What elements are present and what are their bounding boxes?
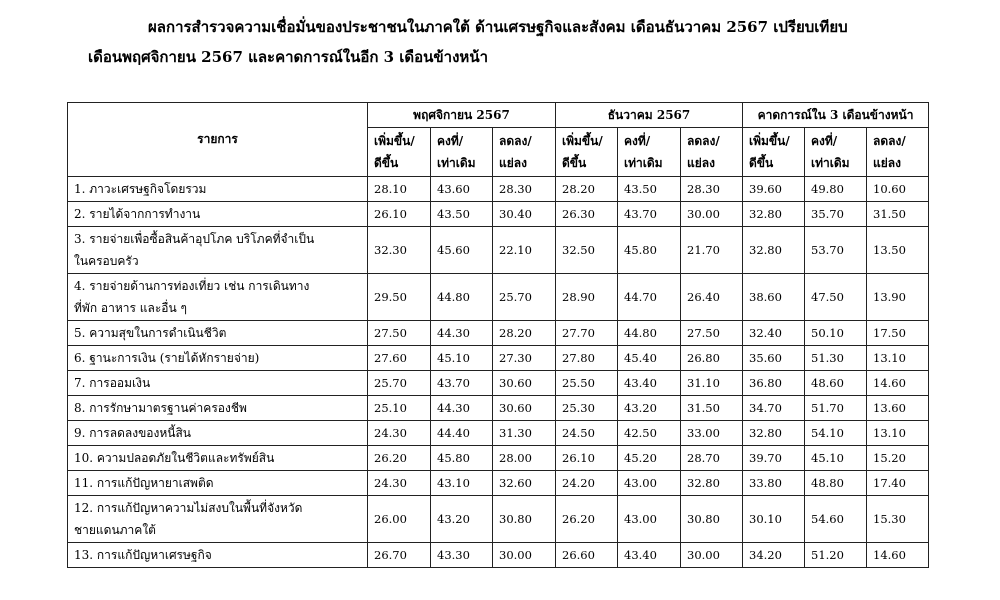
- table-row: [68, 421, 929, 446]
- value-cell: 45.10: [431, 346, 493, 371]
- document-title: [88, 12, 978, 72]
- item-label-line-1: 10. ความปลอดภัยในชีวิตและทรัพย์สิน: [74, 451, 275, 465]
- item-label-line-2: ชายแดนภาคใต้: [74, 523, 156, 537]
- value-cell: 33.80: [743, 471, 805, 496]
- value-cell: 25.50: [556, 371, 618, 396]
- sub-header-line-2: ดีขึ้น: [749, 156, 774, 170]
- value-cell: 35.70: [805, 202, 867, 227]
- value-cell: 43.40: [618, 543, 681, 568]
- value-cell: 24.50: [556, 421, 618, 446]
- item-label-line-1: 12. การแก้ปัญหาความไม่สงบในพื้นที่จังหวัด: [74, 501, 303, 515]
- value-cell: 32.50: [556, 227, 618, 274]
- value-cell: 43.50: [431, 202, 493, 227]
- value-cell: 32.80: [743, 227, 805, 274]
- value-cell: 43.60: [431, 177, 493, 202]
- table-row: [68, 543, 929, 568]
- value-cell: 43.20: [618, 396, 681, 421]
- sub-header-line-2: เท่าเดิม: [811, 156, 850, 170]
- table-row: [68, 396, 929, 421]
- sub-header-line-1: ลดลง/: [499, 134, 532, 148]
- value-cell: 43.00: [618, 496, 681, 543]
- table-row: [68, 346, 929, 371]
- value-cell: 29.50: [368, 274, 431, 321]
- item-label: [68, 202, 368, 227]
- value-cell: 44.80: [618, 321, 681, 346]
- value-cell: 38.60: [743, 274, 805, 321]
- value-cell: 33.00: [681, 421, 743, 446]
- item-label: [68, 274, 368, 321]
- value-cell: 43.70: [618, 202, 681, 227]
- item-label-line-1: 9. การลดลงของหนี้สิน: [74, 426, 191, 440]
- value-cell: 48.60: [805, 371, 867, 396]
- value-cell: 36.80: [743, 371, 805, 396]
- value-cell: 25.70: [368, 371, 431, 396]
- value-cell: 30.10: [743, 496, 805, 543]
- value-cell: 51.20: [805, 543, 867, 568]
- value-cell: 15.20: [867, 446, 929, 471]
- value-cell: 25.30: [556, 396, 618, 421]
- value-cell: 44.30: [431, 396, 493, 421]
- value-cell: 17.40: [867, 471, 929, 496]
- sub-header-decrease: [493, 128, 556, 177]
- value-cell: 43.20: [431, 496, 493, 543]
- value-cell: 27.60: [368, 346, 431, 371]
- sub-header-line-1: คงที่/: [437, 134, 464, 148]
- item-label: [68, 177, 368, 202]
- value-cell: 26.80: [681, 346, 743, 371]
- sub-header-line-1: เพิ่มขึ้น/: [374, 134, 415, 148]
- item-label-line-1: 1. ภาวะเศรษฐกิจโดยรวม: [74, 182, 207, 196]
- value-cell: 26.10: [368, 202, 431, 227]
- sub-header-line-1: คงที่/: [624, 134, 651, 148]
- table-row: [68, 227, 929, 274]
- value-cell: 39.60: [743, 177, 805, 202]
- sub-header-line-1: ลดลง/: [873, 134, 906, 148]
- value-cell: 26.40: [681, 274, 743, 321]
- value-cell: 43.10: [431, 471, 493, 496]
- item-label-line-1: 8. การรักษามาตรฐานค่าครองชีพ: [74, 401, 247, 415]
- value-cell: 28.00: [493, 446, 556, 471]
- value-cell: 27.80: [556, 346, 618, 371]
- value-cell: 26.70: [368, 543, 431, 568]
- value-cell: 25.70: [493, 274, 556, 321]
- value-cell: 47.50: [805, 274, 867, 321]
- value-cell: 28.20: [493, 321, 556, 346]
- item-label: [68, 227, 368, 274]
- value-cell: 14.60: [867, 371, 929, 396]
- value-cell: 13.10: [867, 346, 929, 371]
- sub-header-decrease: [681, 128, 743, 177]
- item-label-line-1: 5. ความสุขในการดำเนินชีวิต: [74, 326, 227, 340]
- item-label-line-1: 7. การออมเงิน: [74, 376, 151, 390]
- value-cell: 49.80: [805, 177, 867, 202]
- period-header-forecast: คาดการณ์ใน 3 เดือนข้างหน้า: [743, 103, 929, 128]
- sub-header-line-2: แย่ลง: [687, 156, 715, 170]
- value-cell: 32.30: [368, 227, 431, 274]
- sub-header-line-1: เพิ่มขึ้น/: [749, 134, 790, 148]
- sub-header-stable: [618, 128, 681, 177]
- value-cell: 30.60: [493, 371, 556, 396]
- value-cell: 43.30: [431, 543, 493, 568]
- item-label-line-1: 3. รายจ่ายเพื่อซื้อสินค้าอุปโภค บริโภคที่จำเป็น: [74, 232, 315, 246]
- value-cell: 30.00: [493, 543, 556, 568]
- item-column-header: รายการ: [68, 103, 368, 177]
- value-cell: 45.80: [431, 446, 493, 471]
- item-label: [68, 496, 368, 543]
- value-cell: 43.50: [618, 177, 681, 202]
- value-cell: 31.50: [681, 396, 743, 421]
- value-cell: 26.10: [556, 446, 618, 471]
- item-label: [68, 371, 368, 396]
- sub-header-line-1: ลดลง/: [687, 134, 720, 148]
- value-cell: 45.40: [618, 346, 681, 371]
- item-label-line-1: 2. รายได้จากการทำงาน: [74, 207, 201, 221]
- value-cell: 15.30: [867, 496, 929, 543]
- value-cell: 31.10: [681, 371, 743, 396]
- value-cell: 28.20: [556, 177, 618, 202]
- value-cell: 26.00: [368, 496, 431, 543]
- item-label: [68, 421, 368, 446]
- table-row: [68, 371, 929, 396]
- value-cell: 32.80: [743, 421, 805, 446]
- sub-header-line-1: คงที่/: [811, 134, 838, 148]
- title-line-1: ผลการสำรวจความเชื่อมั่นของประชาชนในภาคใต้ ด้านเศรษฐกิจและสังคม เดือนธันวาคม 2567 เปรียบเทียบ: [148, 18, 848, 36]
- value-cell: 45.20: [618, 446, 681, 471]
- value-cell: 27.50: [368, 321, 431, 346]
- table-row: [68, 446, 929, 471]
- value-cell: 13.10: [867, 421, 929, 446]
- value-cell: 43.00: [618, 471, 681, 496]
- value-cell: 44.40: [431, 421, 493, 446]
- sub-header-line-2: แย่ลง: [499, 156, 527, 170]
- sub-header-line-2: ดีขึ้น: [562, 156, 587, 170]
- value-cell: 22.10: [493, 227, 556, 274]
- item-label-line-1: 13. การแก้ปัญหาเศรษฐกิจ: [74, 548, 212, 562]
- value-cell: 13.50: [867, 227, 929, 274]
- value-cell: 30.00: [681, 202, 743, 227]
- value-cell: 51.30: [805, 346, 867, 371]
- value-cell: 26.60: [556, 543, 618, 568]
- table-body: [68, 177, 929, 568]
- value-cell: 28.30: [493, 177, 556, 202]
- value-cell: 24.30: [368, 471, 431, 496]
- value-cell: 45.80: [618, 227, 681, 274]
- sub-header-increase: [743, 128, 805, 177]
- table-row: [68, 471, 929, 496]
- item-label: [68, 471, 368, 496]
- value-cell: 30.60: [493, 396, 556, 421]
- value-cell: 27.50: [681, 321, 743, 346]
- value-cell: 43.70: [431, 371, 493, 396]
- value-cell: 34.70: [743, 396, 805, 421]
- item-label-line-2: ที่พัก อาหาร และอื่น ๆ: [74, 301, 187, 315]
- value-cell: 48.80: [805, 471, 867, 496]
- value-cell: 26.20: [556, 496, 618, 543]
- value-cell: 17.50: [867, 321, 929, 346]
- value-cell: 42.50: [618, 421, 681, 446]
- value-cell: 26.30: [556, 202, 618, 227]
- value-cell: 45.60: [431, 227, 493, 274]
- sub-header-increase: [368, 128, 431, 177]
- sub-header-decrease: [867, 128, 929, 177]
- value-cell: 28.10: [368, 177, 431, 202]
- value-cell: 27.30: [493, 346, 556, 371]
- value-cell: 44.30: [431, 321, 493, 346]
- sub-header-line-2: เท่าเดิม: [624, 156, 663, 170]
- value-cell: 10.60: [867, 177, 929, 202]
- table-row: [68, 202, 929, 227]
- value-cell: 28.30: [681, 177, 743, 202]
- value-cell: 30.80: [681, 496, 743, 543]
- item-label-line-1: 11. การแก้ปัญหายาเสพติด: [74, 476, 214, 490]
- value-cell: 25.10: [368, 396, 431, 421]
- value-cell: 34.20: [743, 543, 805, 568]
- value-cell: 28.70: [681, 446, 743, 471]
- item-label: [68, 543, 368, 568]
- value-cell: 32.60: [493, 471, 556, 496]
- value-cell: 24.20: [556, 471, 618, 496]
- sub-header-increase: [556, 128, 618, 177]
- item-label-line-1: 6. ฐานะการเงิน (รายได้หักรายจ่าย): [74, 351, 260, 365]
- value-cell: 35.60: [743, 346, 805, 371]
- value-cell: 24.30: [368, 421, 431, 446]
- value-cell: 31.30: [493, 421, 556, 446]
- value-cell: 44.70: [618, 274, 681, 321]
- sub-header-line-2: ดีขึ้น: [374, 156, 399, 170]
- value-cell: 26.20: [368, 446, 431, 471]
- value-cell: 44.80: [431, 274, 493, 321]
- sub-header-line-2: แย่ลง: [873, 156, 901, 170]
- value-cell: 53.70: [805, 227, 867, 274]
- table-row: [68, 177, 929, 202]
- value-cell: 21.70: [681, 227, 743, 274]
- sub-header-stable: [805, 128, 867, 177]
- value-cell: 32.80: [681, 471, 743, 496]
- item-label: [68, 321, 368, 346]
- sub-header-stable: [431, 128, 493, 177]
- table-row: [68, 496, 929, 543]
- value-cell: 50.10: [805, 321, 867, 346]
- item-label-line-2: ในครอบครัว: [74, 254, 139, 268]
- value-cell: 45.10: [805, 446, 867, 471]
- value-cell: 28.90: [556, 274, 618, 321]
- value-cell: 54.60: [805, 496, 867, 543]
- value-cell: 13.90: [867, 274, 929, 321]
- item-label: [68, 396, 368, 421]
- period-header-december: ธันวาคม 2567: [556, 103, 743, 128]
- value-cell: 51.70: [805, 396, 867, 421]
- table-row: [68, 321, 929, 346]
- value-cell: 30.00: [681, 543, 743, 568]
- survey-table: [67, 102, 929, 568]
- table-row: [68, 274, 929, 321]
- value-cell: 54.10: [805, 421, 867, 446]
- value-cell: 30.80: [493, 496, 556, 543]
- value-cell: 14.60: [867, 543, 929, 568]
- period-header-november: พฤศจิกายน 2567: [368, 103, 556, 128]
- sub-header-line-1: เพิ่มขึ้น/: [562, 134, 603, 148]
- value-cell: 30.40: [493, 202, 556, 227]
- title-line-2: เดือนพฤศจิกายน 2567 และคาดการณ์ในอีก 3 เดือนข้างหน้า: [88, 48, 488, 66]
- value-cell: 13.60: [867, 396, 929, 421]
- item-label: [68, 446, 368, 471]
- value-cell: 27.70: [556, 321, 618, 346]
- value-cell: 31.50: [867, 202, 929, 227]
- value-cell: 43.40: [618, 371, 681, 396]
- value-cell: 32.80: [743, 202, 805, 227]
- sub-header-line-2: เท่าเดิม: [437, 156, 476, 170]
- item-label-line-1: 4. รายจ่ายด้านการท่องเที่ยว เช่น การเดินทาง: [74, 279, 310, 293]
- value-cell: 32.40: [743, 321, 805, 346]
- item-label: [68, 346, 368, 371]
- value-cell: 39.70: [743, 446, 805, 471]
